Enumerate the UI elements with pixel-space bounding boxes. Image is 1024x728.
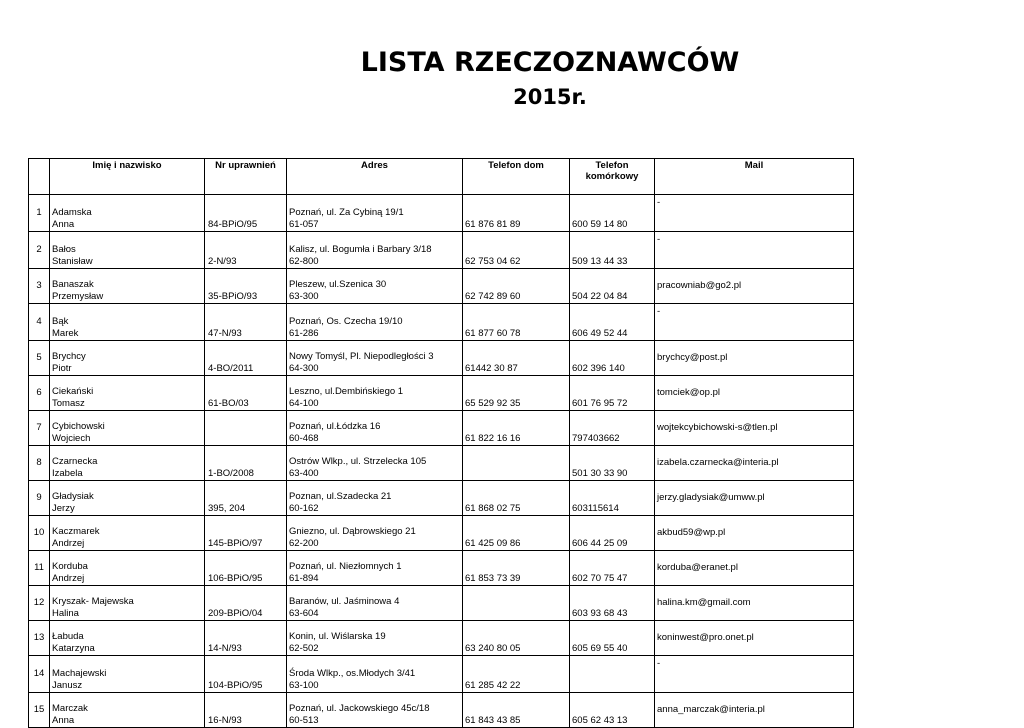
row-address-postcode: 63-300	[289, 290, 319, 302]
row-home-phone: 61 876 81 89	[463, 195, 570, 232]
row-name	[50, 586, 205, 621]
row-address	[287, 693, 463, 728]
row-address-postcode: 60-162	[289, 502, 319, 514]
row-address-street: Poznań, ul. Za Cybiną 19/1	[289, 207, 404, 219]
row-firstname: Tomasz	[52, 397, 85, 409]
row-mail[interactable]: brychcy@post.pl	[655, 341, 854, 376]
header-address: Adres	[287, 159, 463, 195]
table-row	[29, 376, 854, 411]
table-row	[29, 304, 854, 341]
row-mail[interactable]: izabela.czarnecka@interia.pl	[655, 446, 854, 481]
row-home-phone: 63 240 80 05	[463, 621, 570, 656]
row-license: 145-BPiO/97	[205, 516, 287, 551]
row-firstname: Piotr	[52, 362, 72, 374]
row-name	[50, 411, 205, 446]
row-name	[50, 693, 205, 728]
row-surname: Kaczmarek	[52, 526, 100, 538]
row-number: 10	[29, 516, 50, 551]
row-number: 11	[29, 551, 50, 586]
row-surname: Korduba	[52, 561, 88, 573]
row-surname: Marczak	[52, 703, 88, 715]
row-address-street: Kalisz, ul. Bogumła i Barbary 3/18	[289, 244, 432, 256]
row-surname: Cybichowski	[52, 421, 105, 433]
table-row	[29, 232, 854, 269]
row-name	[50, 376, 205, 411]
row-license: 84-BPiO/95	[205, 195, 287, 232]
row-mobile-phone: 605 62 43 13	[570, 693, 655, 728]
row-address-postcode: 63-604	[289, 607, 319, 619]
row-surname: Banaszak	[52, 279, 94, 291]
row-mobile-phone: 509 13 44 33	[570, 232, 655, 269]
row-number: 9	[29, 481, 50, 516]
row-firstname: Anna	[52, 714, 75, 726]
table-row	[29, 551, 854, 586]
header-license: Nr uprawnień	[205, 159, 287, 195]
row-mail[interactable]: korduba@eranet.pl	[655, 551, 854, 586]
row-address-street: Ostrów Wlkp., ul. Strzelecka 105	[289, 456, 427, 468]
row-firstname: Anna	[52, 218, 75, 230]
row-address	[287, 411, 463, 446]
row-mobile-phone: 601 76 95 72	[570, 376, 655, 411]
row-mail[interactable]: -	[655, 304, 854, 341]
row-address	[287, 341, 463, 376]
row-mail[interactable]: akbud59@wp.pl	[655, 516, 854, 551]
row-address-street: Poznań, ul. Jackowskiego 45c/18	[289, 703, 430, 715]
row-surname: Ciekański	[52, 386, 94, 398]
row-address-street: Środa Wlkp., os.Młodych 3/41	[289, 668, 416, 680]
row-address-street: Konin, ul. Wiślarska 19	[289, 631, 386, 643]
row-surname: Adamska	[52, 207, 92, 219]
row-surname: Brychcy	[52, 351, 86, 363]
row-address	[287, 656, 463, 693]
row-firstname: Halina	[52, 607, 79, 619]
row-home-phone: 61 425 09 86	[463, 516, 570, 551]
row-home-phone: 61 843 43 85	[463, 693, 570, 728]
page-subtitle-year: 2015r.	[513, 85, 587, 109]
row-number: 8	[29, 446, 50, 481]
header-mobile-phone: Telefon komórkowy	[570, 159, 655, 195]
row-address-street: Gniezno, ul. Dąbrowskiego 21	[289, 526, 416, 538]
row-number: 6	[29, 376, 50, 411]
row-name	[50, 656, 205, 693]
row-address-postcode: 62-800	[289, 255, 319, 267]
table-header-row	[29, 159, 854, 195]
row-surname: Łabuda	[52, 631, 84, 643]
row-name	[50, 621, 205, 656]
row-address-postcode: 63-400	[289, 467, 319, 479]
row-surname: Bąk	[52, 316, 69, 328]
row-home-phone: 61 853 73 39	[463, 551, 570, 586]
row-number: 12	[29, 586, 50, 621]
row-address-postcode: 61-894	[289, 572, 319, 584]
table-row	[29, 693, 854, 728]
header-lp	[29, 159, 50, 195]
row-name	[50, 551, 205, 586]
row-number: 7	[29, 411, 50, 446]
row-mobile-phone: 602 396 140	[570, 341, 655, 376]
row-address-street: Baranów, ul. Jaśminowa 4	[289, 596, 400, 608]
row-surname: Kryszak- Majewska	[52, 596, 134, 608]
row-number: 14	[29, 656, 50, 693]
row-address-postcode: 64-100	[289, 397, 319, 409]
row-address	[287, 551, 463, 586]
row-mobile-phone: 501 30 33 90	[570, 446, 655, 481]
row-mail[interactable]: pracowniab@go2.pl	[655, 269, 854, 304]
row-firstname: Katarzyna	[52, 642, 95, 654]
experts-table	[28, 158, 854, 728]
row-license: 47-N/93	[205, 304, 287, 341]
table-row	[29, 269, 854, 304]
row-home-phone: 62 753 04 62	[463, 232, 570, 269]
row-license	[205, 411, 287, 446]
row-mobile-phone: 603115614	[570, 481, 655, 516]
row-mail[interactable]: -	[655, 195, 854, 232]
row-home-phone: 62 742 89 60	[463, 269, 570, 304]
row-mobile-phone: 600 59 14 80	[570, 195, 655, 232]
row-address-postcode: 62-502	[289, 642, 319, 654]
row-name	[50, 232, 205, 269]
row-address	[287, 376, 463, 411]
row-address	[287, 269, 463, 304]
row-firstname: Andrzej	[52, 572, 85, 584]
row-number: 5	[29, 341, 50, 376]
row-name	[50, 481, 205, 516]
row-address	[287, 195, 463, 232]
row-name	[50, 269, 205, 304]
row-firstname: Marek	[52, 327, 79, 339]
row-license: 61-BO/03	[205, 376, 287, 411]
row-license: 1-BO/2008	[205, 446, 287, 481]
row-license: 14-N/93	[205, 621, 287, 656]
row-home-phone: 61 285 42 22	[463, 656, 570, 693]
row-firstname: Andrzej	[52, 537, 85, 549]
row-address-street: Leszno, ul.Dembińskiego 1	[289, 386, 404, 398]
row-mobile-phone: 605 69 55 40	[570, 621, 655, 656]
row-address-postcode: 62-200	[289, 537, 319, 549]
row-address-street: Nowy Tomyśl, Pl. Niepodległości 3	[289, 351, 434, 363]
row-address-postcode: 61-057	[289, 218, 319, 230]
row-address	[287, 586, 463, 621]
row-surname: Czarnecka	[52, 456, 98, 468]
row-firstname: Izabela	[52, 467, 83, 479]
row-license: 395, 204	[205, 481, 287, 516]
table-row	[29, 411, 854, 446]
table-row	[29, 621, 854, 656]
table-row	[29, 341, 854, 376]
row-mail[interactable]: -	[655, 656, 854, 693]
row-surname: Bałos	[52, 244, 76, 256]
row-home-phone: 61 868 02 75	[463, 481, 570, 516]
row-address-postcode: 60-513	[289, 714, 319, 726]
row-mobile-phone: 606 44 25 09	[570, 516, 655, 551]
row-mail[interactable]: halina.km@gmail.com	[655, 586, 854, 621]
row-license: 16-N/93	[205, 693, 287, 728]
row-number: 15	[29, 693, 50, 728]
row-license: 4-BO/2011	[205, 341, 287, 376]
row-license: 106-BPiO/95	[205, 551, 287, 586]
row-mobile-phone: 606 49 52 44	[570, 304, 655, 341]
row-mail[interactable]: jerzy.gladysiak@umww.pl	[655, 481, 854, 516]
row-surname: Gładysiak	[52, 491, 94, 503]
row-license: 209-BPiO/04	[205, 586, 287, 621]
table-row	[29, 586, 854, 621]
row-address	[287, 304, 463, 341]
row-mobile-phone: 797403662	[570, 411, 655, 446]
row-home-phone: 61 822 16 16	[463, 411, 570, 446]
row-address-postcode: 63-100	[289, 679, 319, 691]
row-number: 4	[29, 304, 50, 341]
row-home-phone: 65 529 92 35	[463, 376, 570, 411]
row-firstname: Jerzy	[52, 502, 75, 514]
header-mail: Mail	[655, 159, 854, 195]
row-address	[287, 446, 463, 481]
row-address-postcode: 60-468	[289, 432, 319, 444]
row-address-street: Poznan, ul.Szadecka 21	[289, 491, 392, 503]
row-number: 2	[29, 232, 50, 269]
row-license: 2-N/93	[205, 232, 287, 269]
row-address-street: Pleszew, ul.Szenica 30	[289, 279, 387, 291]
row-address-postcode: 64-300	[289, 362, 319, 374]
row-mail[interactable]: anna_marczak@interia.pl	[655, 693, 854, 728]
row-mobile-phone: 504 22 04 84	[570, 269, 655, 304]
table-row	[29, 516, 854, 551]
table-row	[29, 195, 854, 232]
row-license: 104-BPiO/95	[205, 656, 287, 693]
row-mobile-phone	[570, 656, 655, 693]
row-mail[interactable]: wojtekcybichowski-s@tlen.pl	[655, 411, 854, 446]
row-name	[50, 304, 205, 341]
row-mobile-phone: 603 93 68 43	[570, 586, 655, 621]
table-row	[29, 481, 854, 516]
row-address-postcode: 61-286	[289, 327, 319, 339]
header-home-phone: Telefon dom	[463, 159, 570, 195]
page-title: LISTA RZECZOZNAWCÓW	[360, 47, 740, 78]
row-address	[287, 516, 463, 551]
row-license: 35-BPiO/93	[205, 269, 287, 304]
row-name	[50, 341, 205, 376]
row-firstname: Przemysław	[52, 290, 104, 302]
row-surname: Machajewski	[52, 668, 107, 680]
row-mail[interactable]: tomciek@op.pl	[655, 376, 854, 411]
row-address-street: Poznań, ul.Łódzka 16	[289, 421, 381, 433]
row-address	[287, 481, 463, 516]
row-address	[287, 232, 463, 269]
row-firstname: Wojciech	[52, 432, 91, 444]
table-row	[29, 656, 854, 693]
row-home-phone: 61 877 60 78	[463, 304, 570, 341]
row-firstname: Stanisław	[52, 255, 93, 267]
row-name	[50, 516, 205, 551]
row-number: 13	[29, 621, 50, 656]
row-mail[interactable]: koninwest@pro.onet.pl	[655, 621, 854, 656]
row-name	[50, 446, 205, 481]
row-number: 1	[29, 195, 50, 232]
row-number: 3	[29, 269, 50, 304]
row-mobile-phone: 602 70 75 47	[570, 551, 655, 586]
row-name	[50, 195, 205, 232]
table-row	[29, 446, 854, 481]
row-address-street: Poznań, Os. Czecha 19/10	[289, 316, 403, 328]
row-mail[interactable]: -	[655, 232, 854, 269]
row-address-street: Poznań, ul. Niezłomnych 1	[289, 561, 402, 573]
row-home-phone	[463, 446, 570, 481]
row-home-phone	[463, 586, 570, 621]
header-name: Imię i nazwisko	[50, 159, 205, 195]
row-address	[287, 621, 463, 656]
row-firstname: Janusz	[52, 679, 83, 691]
row-home-phone: 61442 30 87	[463, 341, 570, 376]
